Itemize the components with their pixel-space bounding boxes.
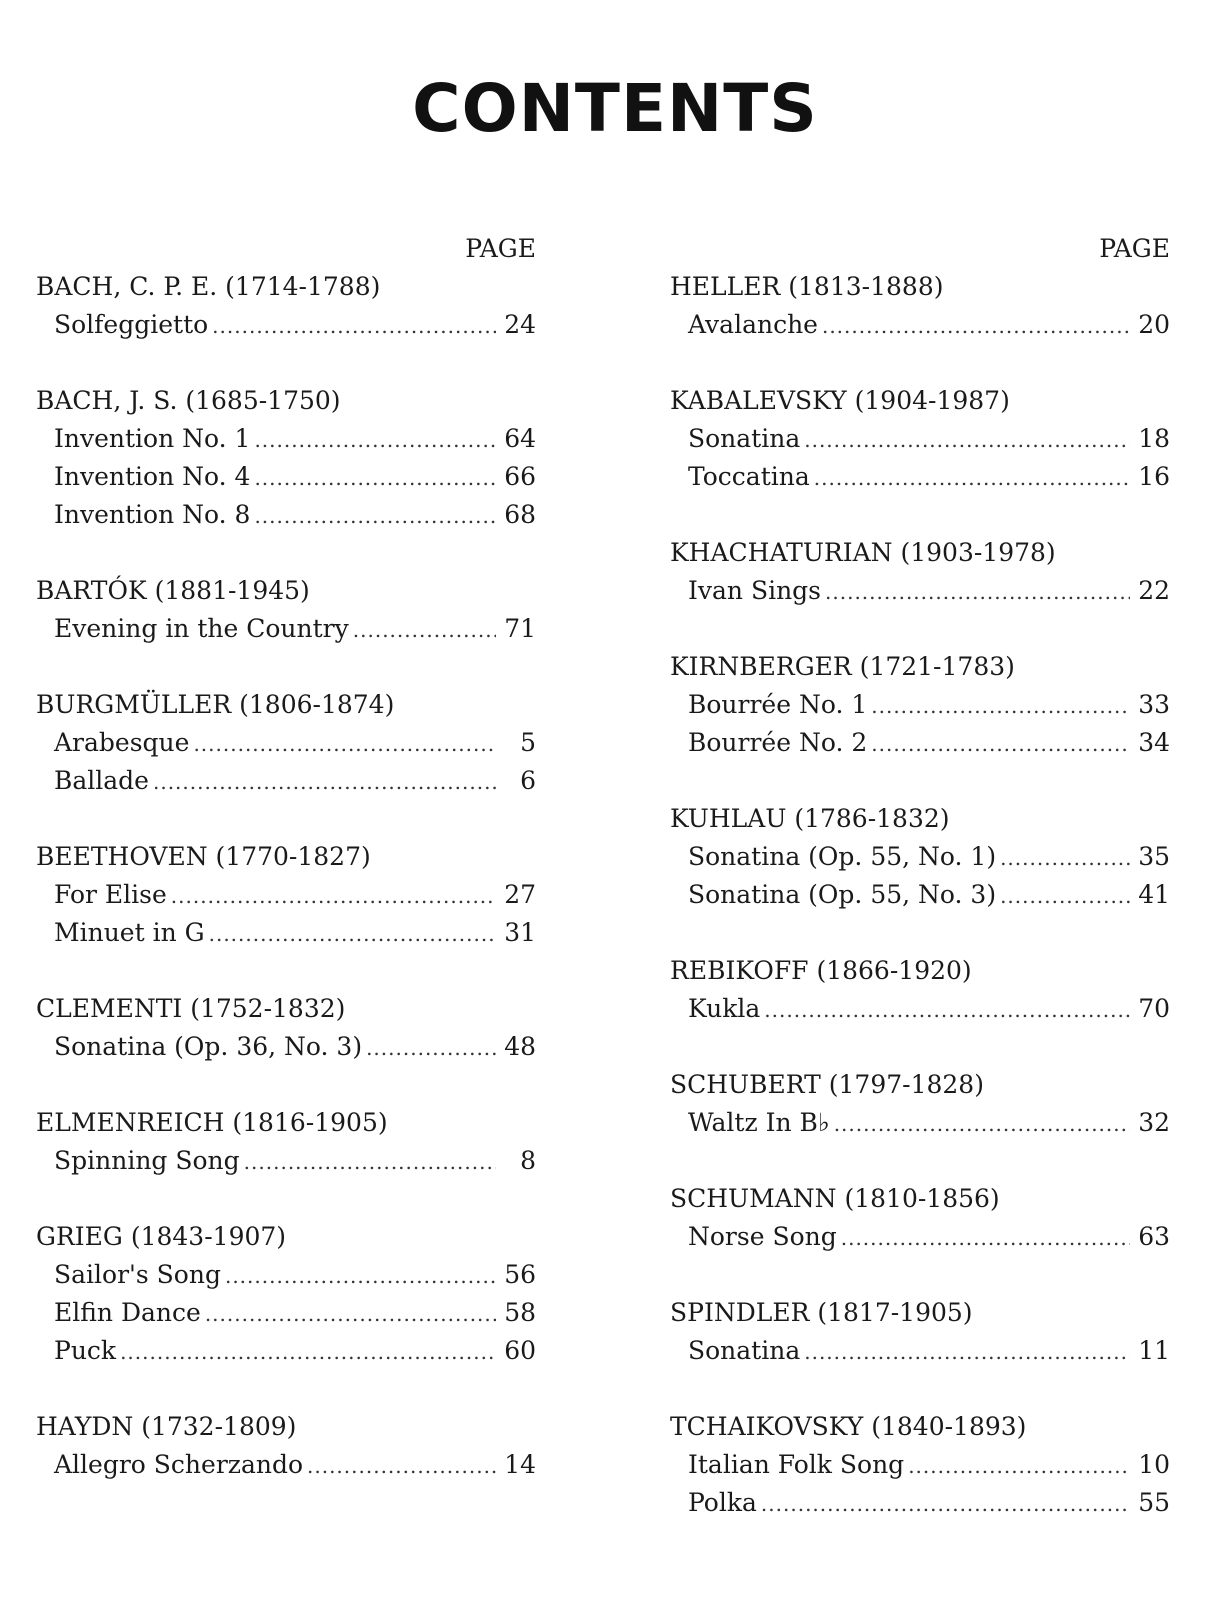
dot-leader <box>366 1029 496 1067</box>
contents-entry <box>670 686 1170 724</box>
group-spacer <box>670 1256 1170 1294</box>
dot-leader <box>822 307 1130 345</box>
group-spacer <box>670 914 1170 952</box>
group-spacer <box>36 800 536 838</box>
entry-page-number: 16 <box>1138 462 1170 491</box>
entry-page-number: 22 <box>1138 576 1170 605</box>
composer-heading: REBIKOFF (1866-1920) <box>670 956 972 985</box>
page-column-header: PAGE <box>465 234 536 263</box>
composer-heading: BEETHOVEN (1770-1827) <box>36 842 371 871</box>
composer-heading: BURGMÜLLER (1806-1874) <box>36 690 395 719</box>
dot-leader <box>871 687 1130 725</box>
dot-leader <box>212 307 496 345</box>
group-spacer <box>670 344 1170 382</box>
group-spacer <box>670 610 1170 648</box>
composer-heading: TCHAIKOVSKY (1840-1893) <box>670 1412 1027 1441</box>
composer-heading: KABALEVSKY (1904-1987) <box>670 386 1010 415</box>
dot-leader <box>804 1333 1130 1371</box>
entry-page-number: 18 <box>1138 424 1170 453</box>
group-spacer <box>36 1370 536 1408</box>
contents-entry <box>670 838 1170 876</box>
contents-column-right <box>670 230 1170 1522</box>
entry-title: Sonatina (Op. 55, No. 3) <box>688 880 997 909</box>
contents-entry <box>670 306 1170 344</box>
entry-title: Ivan Sings <box>688 576 822 605</box>
contents-entry <box>670 458 1170 496</box>
composer-heading: BARTÓK (1881-1945) <box>36 576 310 605</box>
group-spacer <box>670 1142 1170 1180</box>
dot-leader <box>908 1447 1130 1485</box>
entry-page-number: 20 <box>1138 310 1170 339</box>
entry-title: Invention No. 8 <box>54 500 251 529</box>
entry-title: Ballade <box>54 766 149 795</box>
composer-list <box>36 268 536 1484</box>
entry-page-number: 68 <box>504 500 536 529</box>
dot-leader <box>1000 839 1130 877</box>
page-title: CONTENTS <box>412 70 818 147</box>
entry-page-number: 41 <box>1138 880 1170 909</box>
entry-page-number: 33 <box>1138 690 1170 719</box>
group-spacer <box>670 762 1170 800</box>
entry-page-number: 48 <box>504 1032 536 1061</box>
entry-title: Solfeggietto <box>54 310 209 339</box>
entry-title: Puck <box>54 1336 117 1365</box>
group-spacer <box>36 344 536 382</box>
dot-leader <box>254 497 496 535</box>
contents-entry <box>36 1028 536 1066</box>
dot-leader <box>841 1219 1130 1257</box>
contents-entry <box>670 876 1170 914</box>
entry-title: Bourrée No. 2 <box>688 728 868 757</box>
composer-heading: KHACHATURIAN (1903-1978) <box>670 538 1056 567</box>
contents-entry <box>36 496 536 534</box>
entry-title: Sailor's Song <box>54 1260 221 1289</box>
composer-heading: HELLER (1813-1888) <box>670 272 944 301</box>
composer-heading: SCHUBERT (1797-1828) <box>670 1070 984 1099</box>
dot-leader <box>193 725 496 763</box>
entry-page-number: 63 <box>1138 1222 1170 1251</box>
dot-leader <box>814 459 1130 497</box>
contents-entry <box>670 1218 1170 1256</box>
dot-leader <box>254 459 496 497</box>
entry-page-number: 5 <box>520 728 536 757</box>
group-spacer <box>670 496 1170 534</box>
contents-entry <box>36 1332 536 1370</box>
entry-title: Spinning Song <box>54 1146 240 1175</box>
dot-leader <box>761 1485 1130 1523</box>
entry-page-number: 64 <box>504 424 536 453</box>
dot-leader <box>225 1257 496 1295</box>
entry-title: Allegro Scherzando <box>54 1450 303 1479</box>
composer-heading: KUHLAU (1786-1832) <box>670 804 950 833</box>
contents-entry <box>670 1332 1170 1370</box>
entry-title: Waltz In B♭ <box>688 1108 830 1137</box>
entry-page-number: 58 <box>504 1298 536 1327</box>
group-spacer <box>670 1370 1170 1408</box>
contents-entry <box>36 1294 536 1332</box>
entry-title: Toccatina <box>688 462 810 491</box>
entry-title: Sonatina (Op. 36, No. 3) <box>54 1032 363 1061</box>
composer-heading: KIRNBERGER (1721-1783) <box>670 652 1015 681</box>
page-column-header: PAGE <box>1099 234 1170 263</box>
composer-list <box>670 268 1170 1522</box>
group-spacer <box>670 1028 1170 1066</box>
entry-page-number: 8 <box>520 1146 536 1175</box>
entry-title: Sonatina <box>688 424 801 453</box>
dot-leader <box>1000 877 1130 915</box>
contents-entry <box>36 762 536 800</box>
group-spacer <box>36 952 536 990</box>
contents-entry <box>36 876 536 914</box>
composer-heading: SPINDLER (1817-1905) <box>670 1298 973 1327</box>
entry-title: Sonatina <box>688 1336 801 1365</box>
dot-leader <box>353 611 496 649</box>
entry-title: Arabesque <box>54 728 190 757</box>
composer-heading: GRIEG (1843-1907) <box>36 1222 287 1251</box>
entry-title: Minuet in G <box>54 918 205 947</box>
dot-leader <box>153 763 496 801</box>
entry-page-number: 71 <box>504 614 536 643</box>
entry-page-number: 34 <box>1138 728 1170 757</box>
dot-leader <box>825 573 1130 611</box>
contents-entry <box>36 1142 536 1180</box>
contents-entry <box>670 420 1170 458</box>
entry-page-number: 10 <box>1138 1450 1170 1479</box>
composer-heading: SCHUMANN (1810-1856) <box>670 1184 1000 1213</box>
contents-entry <box>36 458 536 496</box>
composer-heading: BACH, J. S. (1685-1750) <box>36 386 341 415</box>
contents-entry <box>36 1446 536 1484</box>
dot-leader <box>804 421 1130 459</box>
group-spacer <box>36 648 536 686</box>
entry-page-number: 14 <box>504 1450 536 1479</box>
entry-page-number: 66 <box>504 462 536 491</box>
entry-page-number: 6 <box>520 766 536 795</box>
composer-heading: HAYDN (1732-1809) <box>36 1412 297 1441</box>
contents-entry <box>36 724 536 762</box>
entry-title: Bourrée No. 1 <box>688 690 868 719</box>
dot-leader <box>205 1295 496 1333</box>
group-spacer <box>36 1066 536 1104</box>
entry-page-number: 55 <box>1138 1488 1170 1517</box>
contents-entry <box>670 1104 1170 1142</box>
dot-leader <box>120 1333 496 1371</box>
entry-title: Elfin Dance <box>54 1298 201 1327</box>
entry-title: Evening in the Country <box>54 614 349 643</box>
entry-title: Italian Folk Song <box>688 1450 905 1479</box>
contents-entry <box>36 420 536 458</box>
composer-heading: BACH, C. P. E. (1714-1788) <box>36 272 381 301</box>
contents-entry <box>670 1446 1170 1484</box>
entry-page-number: 11 <box>1138 1336 1170 1365</box>
entry-title: Norse Song <box>688 1222 837 1251</box>
contents-entry <box>36 610 536 648</box>
entry-title: For Elise <box>54 880 167 909</box>
entry-page-number: 35 <box>1138 842 1170 871</box>
entry-page-number: 70 <box>1138 994 1170 1023</box>
entry-page-number: 24 <box>504 310 536 339</box>
contents-entry <box>670 724 1170 762</box>
dot-leader <box>307 1447 496 1485</box>
contents-entry <box>670 990 1170 1028</box>
entry-title: Kukla <box>688 994 761 1023</box>
group-spacer <box>36 1180 536 1218</box>
entry-page-number: 32 <box>1138 1108 1170 1137</box>
contents-column-left <box>36 230 536 1484</box>
dot-leader <box>244 1143 496 1181</box>
entry-title: Sonatina (Op. 55, No. 1) <box>688 842 997 871</box>
dot-leader <box>764 991 1130 1029</box>
entry-title: Avalanche <box>688 310 818 339</box>
entry-title: Invention No. 1 <box>54 424 251 453</box>
entry-title: Polka <box>688 1488 757 1517</box>
contents-entry <box>36 306 536 344</box>
entry-page-number: 60 <box>504 1336 536 1365</box>
entry-page-number: 27 <box>504 880 536 909</box>
dot-leader <box>834 1105 1130 1143</box>
dot-leader <box>254 421 496 459</box>
contents-entry <box>36 914 536 952</box>
dot-leader <box>209 915 496 953</box>
dot-leader <box>171 877 496 915</box>
dot-leader <box>871 725 1130 763</box>
contents-entry <box>670 1484 1170 1522</box>
contents-entry <box>36 1256 536 1294</box>
entry-page-number: 31 <box>504 918 536 947</box>
contents-entry <box>670 572 1170 610</box>
composer-heading: CLEMENTI (1752-1832) <box>36 994 346 1023</box>
composer-heading: ELMENREICH (1816-1905) <box>36 1108 388 1137</box>
entry-page-number: 56 <box>504 1260 536 1289</box>
entry-title: Invention No. 4 <box>54 462 251 491</box>
group-spacer <box>36 534 536 572</box>
